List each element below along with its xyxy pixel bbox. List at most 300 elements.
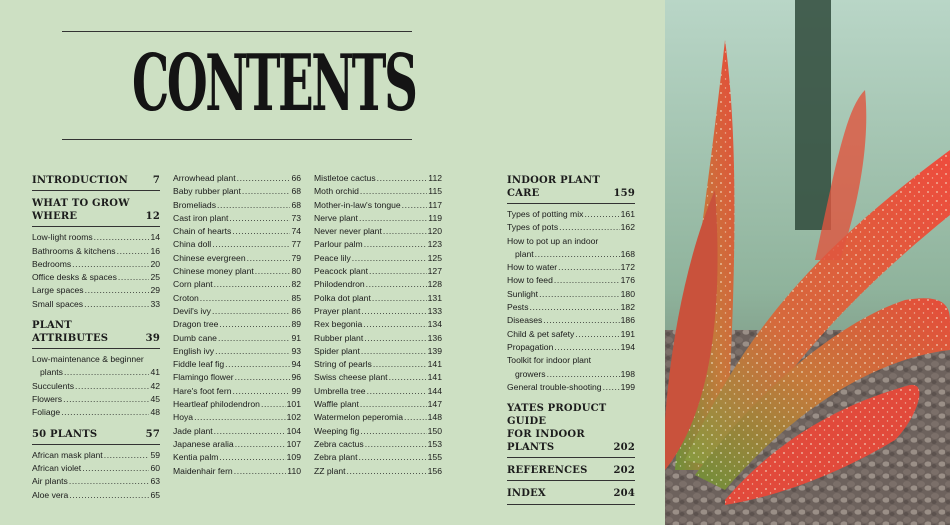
toc-entry-label: Watermelon peperomia: [314, 412, 404, 423]
toc-entry: [32, 380, 160, 393]
toc-entry-label: Sunlight: [507, 288, 539, 299]
toc-entry-label: Philodendron: [314, 279, 365, 290]
toc-entry-page: 153: [427, 438, 442, 449]
toc-entry-page: 41: [150, 367, 160, 378]
section-title: 50 PLANTS: [32, 428, 98, 440]
toc-entry-page: 117: [428, 199, 442, 210]
leader-dots: [369, 265, 427, 278]
leader-dots: [229, 212, 290, 225]
leader-dots: [543, 314, 619, 327]
toc-entry-label: Bathrooms & kitchens: [32, 245, 116, 256]
toc-entry: [32, 298, 160, 311]
toc-entry-label: Air plants: [32, 476, 68, 487]
toc-section-heading: [507, 400, 635, 458]
section-page: 12: [145, 211, 160, 222]
leader-dots: [530, 301, 620, 314]
toc-entry: [173, 371, 301, 384]
leader-dots: [63, 393, 149, 406]
toc-entry: [173, 465, 301, 478]
toc-entry: [507, 301, 635, 314]
toc-entry: [173, 238, 301, 251]
leader-dots: [194, 411, 286, 424]
toc-entry-page: 93: [291, 345, 301, 356]
toc-entry-label: Devil's ivy: [173, 305, 211, 316]
toc-entry-label: Weeping fig: [314, 425, 360, 436]
leader-dots: [61, 406, 149, 419]
toc-entry: [314, 385, 442, 398]
toc-entry: [173, 398, 301, 411]
toc-entry-label: Corn plant: [173, 279, 213, 290]
toc-entry: [314, 345, 442, 358]
section-page: 159: [613, 187, 635, 199]
leader-dots: [247, 252, 291, 265]
plant-photo: [665, 0, 950, 525]
toc-entry-page: 73: [291, 212, 301, 223]
toc-entry-page: 68: [291, 186, 301, 197]
leader-dots: [347, 465, 427, 478]
toc-entry-label: Croton: [173, 292, 199, 303]
toc-entry-label: Chinese money plant: [173, 266, 254, 277]
toc-entry-page: 120: [427, 226, 442, 237]
page-title: CONTENTS: [132, 38, 416, 129]
toc-entry-label: Polka dot plant: [314, 292, 371, 303]
toc-entry-page: 74: [291, 226, 301, 237]
toc-entry-page: 29: [150, 285, 160, 296]
toc-entry-page: 109: [286, 452, 301, 463]
toc-entry: [32, 258, 160, 271]
toc-entry-page: 123: [427, 239, 442, 250]
toc-entry-label: General trouble-shooting: [507, 381, 602, 392]
toc-column-1: [32, 172, 160, 508]
toc-entry-label: Fiddle leaf fig: [173, 359, 225, 370]
toc-entry-label: Japanese aralia: [173, 438, 234, 449]
leader-dots: [261, 398, 286, 411]
leader-dots: [364, 238, 427, 251]
toc-entry: [32, 462, 160, 475]
section-page: 57: [145, 428, 160, 440]
toc-entry: [173, 199, 301, 212]
toc-entry-label: Maidenhair fern: [173, 465, 233, 476]
toc-entry-page: 96: [291, 372, 301, 383]
toc-entry-label: Cast iron plant: [173, 212, 229, 223]
leader-dots: [367, 385, 427, 398]
leader-dots: [84, 298, 149, 311]
toc-entry-label: Kentia palm: [173, 452, 219, 463]
toc-entry-page: 63: [150, 476, 160, 487]
leader-dots: [232, 225, 290, 238]
toc-entry-label: String of pearls: [314, 359, 372, 370]
toc-entry: [507, 235, 635, 262]
toc-entry-page: 79: [291, 252, 301, 263]
leader-dots: [547, 368, 620, 381]
toc-entry: [314, 292, 442, 305]
leader-dots: [214, 425, 286, 438]
toc-entry: [173, 451, 301, 464]
toc-entry: [173, 318, 301, 331]
toc-entry: [314, 212, 442, 225]
leader-dots: [85, 284, 150, 297]
toc-entry: [314, 358, 442, 371]
toc-entry: [32, 406, 160, 419]
toc-entry: [507, 261, 635, 274]
leader-dots: [64, 366, 150, 379]
toc-entry-label: Diseases: [507, 315, 543, 326]
toc-entry-label: Swiss cheese plant: [314, 372, 388, 383]
leader-dots: [361, 345, 427, 358]
toc-entry: [507, 274, 635, 287]
toc-entry: [173, 185, 301, 198]
leader-dots: [402, 199, 428, 212]
section-page: 202: [613, 441, 635, 453]
toc-entry-label-continued: plants: [40, 367, 63, 378]
toc-entry-label: Propagation: [507, 341, 554, 352]
toc-entry: [173, 411, 301, 424]
toc-entry: [314, 172, 442, 185]
toc-section-heading: [507, 485, 635, 504]
toc-entry: [314, 225, 442, 238]
toc-section-heading: [32, 317, 160, 349]
toc-column-2: [173, 172, 301, 478]
leader-dots: [72, 258, 149, 271]
toc-entry: [173, 292, 301, 305]
title-bottom-rule: [62, 139, 412, 140]
toc-entry: [173, 385, 301, 398]
toc-entry: [173, 278, 301, 291]
toc-entry-label: Peace lily: [314, 252, 351, 263]
toc-entry-label: Chinese evergreen: [173, 252, 246, 263]
toc-entry-page: 168: [620, 248, 635, 259]
toc-entry: [507, 354, 635, 381]
leader-dots: [217, 199, 290, 212]
toc-entry-label: Types of pots: [507, 222, 559, 233]
leader-dots: [94, 231, 150, 244]
toc-entry-label: ZZ plant: [314, 465, 346, 476]
leader-dots: [603, 381, 620, 394]
toc-column-3: [314, 172, 442, 478]
toc-entry-page: 127: [427, 266, 442, 277]
toc-entry-label-continued: plant: [515, 248, 534, 259]
toc-entry-page: 147: [427, 399, 442, 410]
toc-entry-page: 101: [286, 399, 301, 410]
leader-dots: [558, 261, 620, 274]
leader-dots: [69, 475, 150, 488]
toc-entry-label: Large spaces: [32, 285, 84, 296]
leader-dots: [363, 318, 426, 331]
toc-entry-page: 104: [286, 425, 301, 436]
toc-entry-page: 115: [428, 186, 442, 197]
leader-dots: [212, 305, 291, 318]
leader-dots: [539, 288, 620, 301]
leader-dots: [69, 489, 149, 502]
leader-dots: [104, 449, 150, 462]
toc-entry-page: 180: [620, 288, 635, 299]
toc-entry-page: 198: [620, 368, 635, 379]
leader-dots: [559, 221, 620, 234]
toc-entry-label: Chain of hearts: [173, 226, 232, 237]
toc-entry: [507, 341, 635, 354]
leader-dots: [214, 278, 291, 291]
leader-dots: [117, 245, 150, 258]
leader-dots: [235, 438, 286, 451]
leader-dots: [575, 328, 619, 341]
toc-entry-page: 110: [287, 465, 301, 476]
toc-section-heading: [507, 172, 635, 204]
toc-entry: [314, 438, 442, 451]
toc-entry: [314, 411, 442, 424]
toc-entry-page: 148: [427, 412, 442, 423]
toc-entry-label: Mother-in-law's tongue: [314, 199, 401, 210]
toc-entry-label: Child & pet safety: [507, 328, 575, 339]
toc-entry-label: Never never plant: [314, 226, 382, 237]
toc-entry: [507, 208, 635, 221]
toc-entry: [507, 328, 635, 341]
toc-entry-label: Rubber plant: [314, 332, 364, 343]
toc-entry: [314, 265, 442, 278]
section-title: INDEX: [507, 488, 546, 500]
leader-dots: [359, 212, 427, 225]
section-title: REFERENCES: [507, 465, 588, 477]
toc-entry: [173, 212, 301, 225]
toc-entry-page: 155: [427, 452, 442, 463]
leader-dots: [212, 238, 290, 251]
toc-entry: [32, 449, 160, 462]
title-top-rule: [62, 31, 412, 32]
leader-dots: [360, 425, 426, 438]
toc-entry-label: Flamingo flower: [173, 372, 234, 383]
toc-entry-label: Toolkit for indoor plant: [507, 355, 592, 366]
toc-entry-page: 133: [427, 305, 442, 316]
toc-entry-page: 156: [427, 465, 442, 476]
toc-entry: [32, 475, 160, 488]
toc-entry: [314, 371, 442, 384]
toc-entry-label: Hare's foot fern: [173, 385, 232, 396]
toc-entry: [314, 425, 442, 438]
section-page: 39: [145, 332, 160, 344]
leader-dots: [383, 225, 427, 238]
toc-entry-label: Heartleaf philodendron: [173, 399, 260, 410]
toc-entry-label: How to water: [507, 262, 558, 273]
toc-entry-page: 85: [291, 292, 301, 303]
toc-entry-page: 134: [427, 319, 442, 330]
toc-entry-label: Peacock plant: [314, 266, 368, 277]
leader-dots: [372, 292, 427, 305]
leader-dots: [75, 380, 149, 393]
leader-dots: [360, 398, 427, 411]
toc-entry: [173, 425, 301, 438]
toc-entry: [173, 172, 301, 185]
toc-entry: [507, 221, 635, 234]
toc-entry-page: 60: [150, 463, 160, 474]
toc-entry-page: 150: [427, 425, 442, 436]
section-title: INTRODUCTION: [32, 175, 129, 186]
toc-entry-page: 107: [286, 438, 301, 449]
toc-entry: [314, 305, 442, 318]
leader-dots: [554, 341, 619, 354]
leader-dots: [554, 274, 620, 287]
section-page: 7: [152, 175, 160, 186]
toc-entry: [32, 245, 160, 258]
toc-entry-page: 14: [150, 232, 160, 243]
toc-entry-label: Hoya: [173, 412, 194, 423]
toc-entry-page: 86: [291, 305, 301, 316]
toc-entry-label: English ivy: [173, 345, 215, 356]
leader-dots: [219, 318, 290, 331]
toc-entry-page: 65: [150, 489, 160, 500]
leader-dots: [535, 248, 620, 261]
leader-dots: [215, 345, 290, 358]
toc-entry-page: 59: [150, 449, 160, 460]
toc-entry-label: Spider plant: [314, 345, 360, 356]
leader-dots: [237, 172, 291, 185]
toc-entry: [173, 252, 301, 265]
leader-dots: [225, 358, 290, 371]
leader-dots: [360, 185, 427, 198]
toc-entry: [173, 225, 301, 238]
toc-entry: [173, 345, 301, 358]
toc-entry-page: 45: [150, 393, 160, 404]
toc-entry: [507, 381, 635, 394]
leader-dots: [200, 292, 291, 305]
section-title: YATES PRODUCT GUIDE FOR INDOOR PLANTS: [507, 403, 607, 454]
leader-dots: [235, 371, 291, 384]
section-page: 202: [613, 465, 635, 477]
toc-entry-label: Jade plant: [173, 425, 213, 436]
toc-entry-page: 16: [150, 245, 160, 256]
toc-entry: [314, 465, 442, 478]
toc-entry: [314, 252, 442, 265]
toc-entry-label: Low-light rooms: [32, 232, 93, 243]
toc-entry-label: Arrowhead plant: [173, 173, 236, 183]
section-page: 204: [613, 488, 635, 500]
toc-entry: [32, 353, 160, 380]
toc-entry: [314, 185, 442, 198]
toc-entry-label: Rex begonia: [314, 319, 363, 330]
toc-entry: [314, 278, 442, 291]
toc-entry: [32, 271, 160, 284]
toc-entry-page: 48: [150, 407, 160, 418]
toc-entry-page: 162: [620, 222, 635, 233]
toc-entry-label: Moth orchid: [314, 186, 359, 197]
leader-dots: [242, 185, 291, 198]
toc-entry-label: Pests: [507, 302, 529, 313]
toc-entry: [32, 231, 160, 244]
toc-entry-page: 94: [291, 359, 301, 370]
leader-dots: [373, 358, 427, 371]
leader-dots: [358, 451, 426, 464]
toc-entry-page: 119: [428, 212, 442, 223]
toc-entry-page: 68: [291, 199, 301, 210]
toc-entry-label: Umbrella tree: [314, 385, 366, 396]
leader-dots: [365, 438, 427, 451]
toc-entry-page: 136: [427, 332, 442, 343]
leader-dots: [366, 278, 427, 291]
toc-entry-page: 91: [291, 332, 301, 343]
leader-dots: [232, 385, 290, 398]
toc-entry: [173, 305, 301, 318]
toc-entry-label: Bromeliads: [173, 199, 216, 210]
toc-section-heading: [32, 426, 160, 445]
toc-entry-page: 82: [291, 279, 301, 290]
toc-entry: [314, 199, 442, 212]
toc-entry-page: 20: [150, 258, 160, 269]
toc-entry-label: Succulents: [32, 380, 75, 391]
toc-entry-label: Mistletoe cactus: [314, 173, 376, 183]
toc-entry-label: Parlour palm: [314, 239, 363, 250]
toc-entry: [32, 393, 160, 406]
toc-entry: [173, 332, 301, 345]
leader-dots: [584, 208, 619, 221]
toc-entry-page: 176: [620, 275, 635, 286]
leader-dots: [219, 451, 285, 464]
toc-entry-label: Small spaces: [32, 298, 84, 309]
toc-entry-label-continued: growers: [515, 368, 546, 379]
toc-entry-page: 128: [427, 279, 442, 290]
toc-entry-page: 131: [427, 292, 442, 303]
toc-entry-page: 172: [620, 262, 635, 273]
toc-entry: [314, 318, 442, 331]
section-title: WHAT TO GROW WHERE: [32, 198, 130, 223]
toc-entry-page: 112: [428, 173, 442, 183]
leader-dots: [255, 265, 291, 278]
leader-dots: [218, 332, 290, 345]
toc-entry-label: African violet: [32, 463, 82, 474]
toc-entry-label: Zebra cactus: [314, 438, 364, 449]
toc-entry-label: Aloe vera: [32, 489, 69, 500]
leader-dots: [118, 271, 150, 284]
toc-entry: [314, 398, 442, 411]
toc-entry-page: 182: [620, 302, 635, 313]
toc-entry-page: 139: [427, 345, 442, 356]
toc-entry: [173, 265, 301, 278]
toc-entry-page: 141: [427, 359, 442, 370]
toc-entry-page: 66: [291, 173, 301, 183]
toc-entry: [314, 238, 442, 251]
toc-section-heading: [32, 195, 160, 227]
toc-entry-label: How to pot up an indoor: [507, 235, 599, 246]
toc-entry-label: Low-maintenance & beginner: [32, 354, 144, 365]
toc-entry-page: 125: [427, 252, 442, 263]
toc-entry-label: Office desks & spaces: [32, 272, 117, 283]
toc-entry-page: 99: [291, 385, 301, 396]
toc-entry-label: Flowers: [32, 393, 63, 404]
leader-dots: [234, 465, 287, 478]
toc-entry-label: Dumb cane: [173, 332, 217, 343]
toc-entry-label: Waffle plant: [314, 399, 359, 410]
toc-entry: [173, 358, 301, 371]
toc-entry-label: Types of potting mix: [507, 209, 584, 219]
toc-section-heading: [32, 172, 160, 191]
toc-entry: [314, 451, 442, 464]
section-title: INDOOR PLANT CARE: [507, 175, 600, 199]
toc-entry: [507, 314, 635, 327]
toc-entry: [507, 288, 635, 301]
toc-entry-label: African mask plant: [32, 449, 103, 460]
toc-entry-page: 194: [620, 341, 635, 352]
toc-entry: [314, 332, 442, 345]
toc-entry-label: Foliage: [32, 407, 61, 418]
toc-entry-page: 33: [150, 298, 160, 309]
toc-entry: [32, 489, 160, 502]
toc-entry-page: 161: [620, 209, 635, 219]
toc-entry-label: Bedrooms: [32, 258, 72, 269]
leader-dots: [361, 305, 426, 318]
toc-entry-page: 144: [427, 385, 442, 396]
leader-dots: [389, 371, 427, 384]
leader-dots: [82, 462, 149, 475]
toc-entry-page: 77: [291, 239, 301, 250]
toc-entry-label: China doll: [173, 239, 212, 250]
toc-entry-page: 102: [286, 412, 301, 423]
